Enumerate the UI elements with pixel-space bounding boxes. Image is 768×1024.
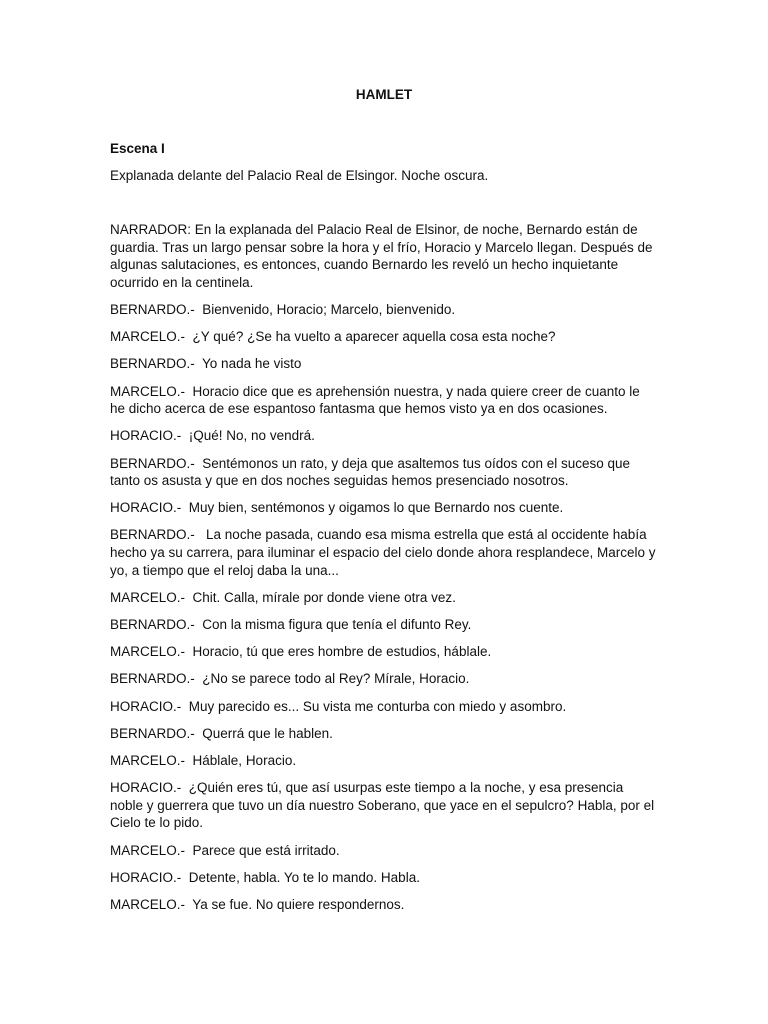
dialogue-line	[110, 427, 658, 445]
dialogue-line	[110, 589, 658, 607]
speaker-separator	[181, 870, 189, 885]
speaker-separator	[185, 329, 193, 344]
dialogue-line	[110, 869, 658, 887]
line-text: Querrá que le hablen.	[202, 725, 333, 741]
speaker-name: MARCELO.-	[110, 896, 186, 912]
dialogue-line	[110, 328, 658, 346]
dialogue-line	[110, 842, 658, 860]
speaker-name: MARCELO.-	[110, 752, 186, 768]
dialogue-line	[110, 698, 658, 716]
speaker-name: BERNARDO.-	[110, 671, 195, 687]
line-text: En la explanada del Palacio Real de Elsinor, de noche, Bernardo están de guardia. Tras un largo pensar sobre la hora y el frío, Horacio y Marcelo llegan. Después de algunas salutaciones, es entonces, cuando Bernardo les reveló un hecho inquietante ocurrido en la centinela.	[110, 222, 653, 290]
dialogue-line	[110, 383, 658, 418]
speaker-name: HORACIO.-	[110, 428, 182, 444]
speaker-name: MARCELO.-	[110, 644, 186, 660]
dialogue-line	[110, 725, 658, 743]
line-text: Parece que está irritado.	[192, 842, 340, 858]
speaker-name: HORACIO.-	[110, 869, 182, 885]
scene-heading: Escena I	[110, 141, 165, 156]
dialogue-line	[110, 896, 658, 914]
line-text: Horacio, tú que eres hombre de estudios, háblale.	[192, 644, 492, 660]
speaker-name: BERNARDO.-	[110, 617, 195, 633]
dialogue-line	[110, 616, 658, 634]
dialogue-line	[110, 670, 658, 688]
speaker-name: HORACIO.-	[110, 500, 182, 516]
line-text: Horacio dice que es aprehensión nuestra, y nada quiere creer de cuanto le he dicho acerca de ese espantoso fantasma que hemos visto ya en dos ocasiones.	[110, 383, 640, 417]
line-text: ¡Qué! No, no vendrá.	[188, 428, 315, 444]
dialogue-line	[110, 526, 658, 579]
dialogue-line	[110, 355, 658, 373]
speaker-name: MARCELO.-	[110, 383, 186, 399]
line-text: ¿Y qué? ¿Se ha vuelto a aparecer aquella cosa esta noche?	[192, 329, 556, 345]
speaker-name: MARCELO.-	[110, 589, 186, 605]
speaker-separator	[185, 753, 193, 768]
dialogue-line	[110, 301, 658, 319]
dialogue-line	[110, 499, 658, 517]
speaker-separator	[181, 428, 189, 443]
dialogue-line	[110, 643, 658, 661]
speaker-name: BERNARDO.-	[110, 356, 195, 372]
speaker-name: MARCELO.-	[110, 329, 186, 345]
dialogue-line	[110, 455, 658, 490]
speaker-name: BERNARDO.-	[110, 527, 195, 543]
dialogue-body	[110, 221, 658, 923]
line-text: Bienvenido, Horacio; Marcelo, bienvenido.	[202, 301, 456, 317]
speaker-separator	[181, 780, 189, 795]
speaker-separator	[185, 590, 193, 605]
speaker-name: HORACIO.-	[110, 698, 182, 714]
line-text: Yo nada he visto	[202, 356, 302, 372]
line-text: Con la misma figura que tenía el difunto Rey.	[202, 617, 472, 633]
dialogue-line	[110, 221, 658, 291]
document-title: HAMLET	[355, 87, 413, 102]
line-text: La noche pasada, cuando esa misma estrella que está al occidente había hecho ya su carrera, para iluminar el espacio del cielo donde ahora resplandece, Marcelo y yo, a tiempo que el reloj daba la una...	[110, 527, 656, 578]
speaker-separator	[195, 356, 202, 371]
scene-setting: Explanada delante del Palacio Real de Elsingor. Noche oscura.	[110, 168, 489, 183]
speaker-separator	[195, 527, 206, 542]
line-text: Háblale, Horacio.	[192, 752, 297, 768]
speaker-separator	[185, 384, 193, 399]
line-text: Ya se fue. No quiere respondernos.	[192, 896, 405, 912]
line-text: Muy parecido es... Su vista me conturba con miedo y asombro.	[188, 698, 567, 714]
line-text: ¿No se parece todo al Rey? Mírale, Horacio.	[202, 671, 470, 687]
speaker-name: BERNARDO.-	[110, 455, 195, 471]
dialogue-line	[110, 779, 658, 832]
speaker-name: MARCELO.-	[110, 842, 186, 858]
speaker-separator	[181, 500, 189, 515]
speaker-name: HORACIO.-	[110, 780, 182, 796]
line-text: ¿Quién eres tú, que así usurpas este tiempo a la noche, y esa presencia noble y guerrera que tuvo un día nuestro Soberano, que yace en el sepulcro? Habla, por el Cielo te lo pido.	[110, 780, 655, 831]
line-text: Chit. Calla, mírale por donde viene otra vez.	[192, 589, 456, 605]
speaker-name: BERNARDO.-	[110, 301, 195, 317]
speaker-name: NARRADOR:	[110, 222, 192, 237]
line-text: Muy bien, sentémonos y oigamos lo que Bernardo nos cuente.	[188, 500, 564, 516]
line-text: Sentémonos un rato, y deja que asaltemos tus oídos con el suceso que tanto os asusta y que en dos noches seguidas hemos presenciado nosotros.	[110, 455, 631, 489]
speaker-separator	[185, 644, 193, 659]
dialogue-line	[110, 752, 658, 770]
speaker-separator	[185, 843, 193, 858]
speaker-separator	[181, 699, 189, 714]
line-text: Detente, habla. Yo te lo mando. Habla.	[188, 869, 420, 885]
speaker-name: BERNARDO.-	[110, 725, 195, 741]
